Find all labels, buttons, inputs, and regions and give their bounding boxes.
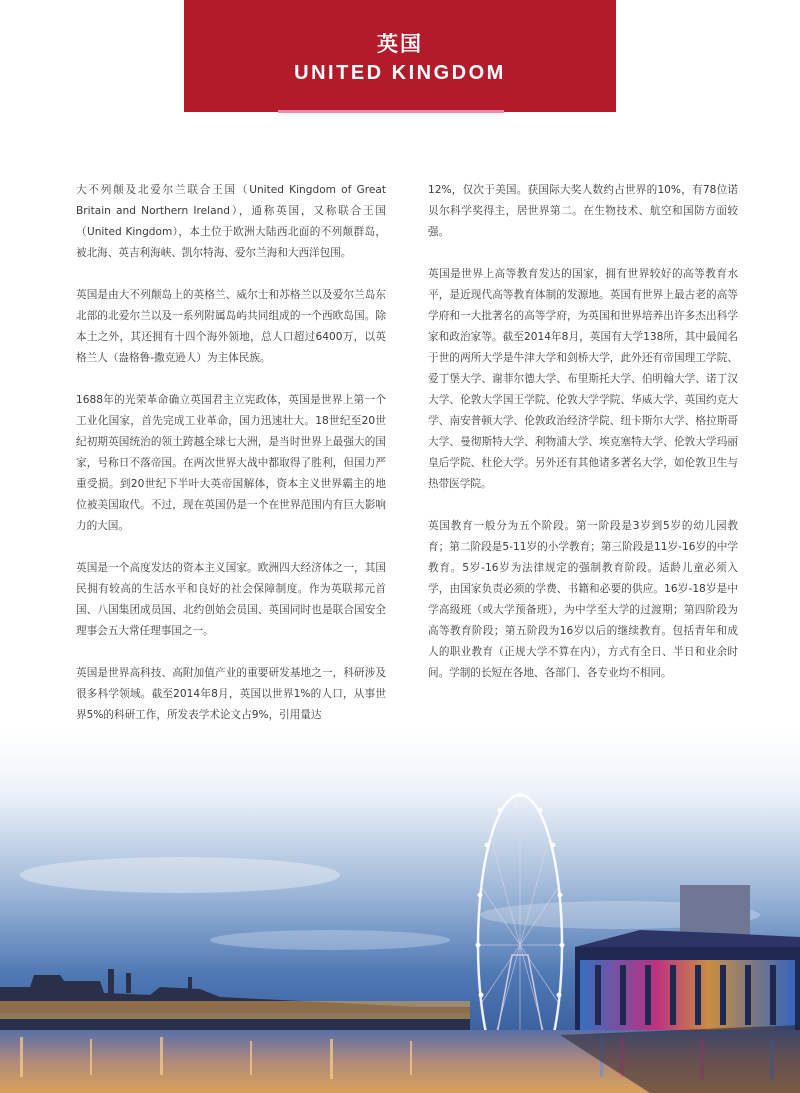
paragraph: 英国是世界上高等教育发达的国家，拥有世界较好的高等教育水平，是近现代高等教育体制的发源地。英国有世界上最古老的高等学府和一大批著名的高等学府，为英国和世界培养出许多杰出科学家和政治家等。截至2014年8月，英国有大学138所，其中最闻名于世的两所大学是牛津大学和剑桥大学，此外还有帝国理工学院、爱丁堡大学、谢菲尔德大学、布里斯托大学、伯明翰大学、诺丁汉大学、伦敦大学国王学院、伦敦大学学院、华威大学、英国约克大学、南安普顿大学、伦敦政治经济学院、纽卡斯尔大学、格拉斯哥大学、曼彻斯特大学、利物浦大学、埃克塞特大学、伦敦大学玛丽皇后学院、杜伦大学。另外还有其他诸多著名大学，如伦敦卫生与热带医学院。 <box>428 268 738 490</box>
paragraph: 英国是由大不列颠岛上的英格兰、威尔士和苏格兰以及爱尔兰岛东北部的北爱尔兰以及一系列附属岛屿共同组成的一个西欧岛国。除本土之外，其还拥有十四个海外领地，总人口超过6400万，以英格兰人（盎格鲁-撒克逊人）为主体民族。 <box>76 289 386 364</box>
paragraph: 英国是一个高度发达的资本主义国家。欧洲四大经济体之一，其国民拥有较高的生活水平和良好的社会保障制度。作为英联邦元首国、八国集团成员国、北约创始会员国、英国同时也是联合国安全理事会五大常任理事国之一。 <box>76 562 386 637</box>
title-banner <box>184 0 616 112</box>
title-underline <box>278 110 504 113</box>
page-title-english: UNITED KINGDOM <box>294 62 506 84</box>
paragraph: 英国是世界高科技、高附加值产业的重要研发基地之一，科研涉及很多科学领域。截至2014年8月，英国以世界1%的人口，从事世界5%的科研工作，所发表学术论文占9%，引用量达 <box>76 667 386 721</box>
paragraph: 1688年的光荣革命确立英国君主立宪政体，英国是世界上第一个工业化国家，首先完成工业革命，国力迅速壮大。18世纪至20世纪初期英国统治的领土跨越全球七大洲，是当时世界上最强大的国家，号称日不落帝国。在两次世界大战中都取得了胜利，但国力严重受损。到20世纪下半叶大英帝国解体，资本主义世界霸主的地位被美国取代。不过，现在英国仍是一个在世界范围内有巨大影响力的大国。 <box>76 394 386 532</box>
paragraph: 英国教育一般分为五个阶段。第一阶段是3岁到5岁的幼儿园教育；第二阶段是5-11岁的小学教育；第三阶段是11岁-16岁的中学教育。5岁-16岁为法律规定的强制教育阶段。适龄儿童必须入学，由国家负责必须的学费、书籍和必要的供应。16岁-18岁是中学高级班（或大学预备班），为中学至大学的过渡期；第四阶段为高等教育阶段；第五阶段为16岁以后的继续教育。包括青年和成人的职业教育（正规大学不算在内），方式有全日、半日和业余时间。学制的长短在各地、各部门、各专业均不相同。 <box>428 520 738 679</box>
london-eye-photo <box>0 725 800 1093</box>
paragraph: 12%，仅次于美国。获国际大奖人数约占世界的10%，有78位诺贝尔科学奖得主，居世界第二。在生物技术、航空和国防方面较强。 <box>428 184 738 238</box>
text-column-right <box>428 180 738 705</box>
page-title-chinese: 英国 <box>377 32 423 56</box>
paragraph: 大不列颠及北爱尔兰联合王国（United Kingdom of Great Britain and Northern Ireland），通称英国，又称联合王国（United Kingdom），本土位于欧洲大陆西北面的不列颠群岛，被北海、英吉利海峡、凯尔特海、爱尔兰海和大西洋包围。 <box>76 184 386 259</box>
text-column-left <box>76 180 386 747</box>
